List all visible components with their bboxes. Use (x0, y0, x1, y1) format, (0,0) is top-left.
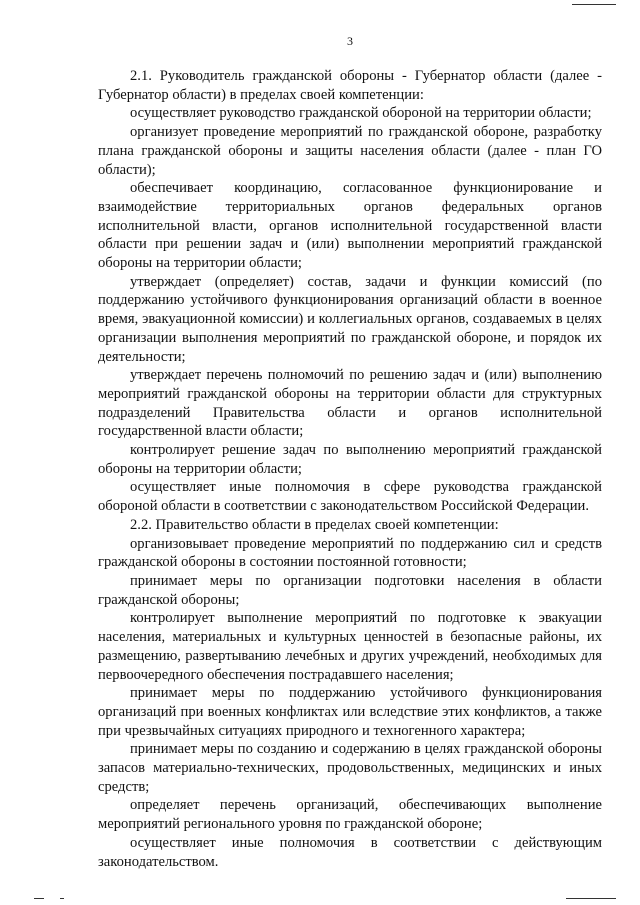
scan-edge-mark (60, 898, 64, 899)
scan-edge-mark (34, 898, 44, 899)
paragraph: обеспечивает координацию, согласованное функционирование и взаимодействие территориальных органов федеральных органов исполнительной власти, органов исполнительной государственной власти области при решении задач и (или) выполнении мероприятий гражданской обороны на территории области; (98, 180, 602, 272)
scan-edge-mark (566, 898, 616, 899)
paragraph: контролирует решение задач по выполнению мероприятий гражданской обороны на территории области; (98, 442, 602, 477)
paragraph: утверждает (определяет) состав, задачи и функции комиссий (по поддержанию устойчивого функционирования организаций области в военное время, эвакуационной комиссии) и коллегиальных органов, создаваемых в целях организации выполнения мероприятий по гражданской обороне, и порядок их деятельности; (98, 273, 602, 365)
paragraph: определяет перечень организаций, обеспечивающих выполнение мероприятий регионального уровня по гражданской обороне; (98, 797, 602, 833)
paragraph: осуществляет иные полномочия в сфере руководства гражданской обороной области в соответствии с законодательством Российской Федерации. (98, 479, 602, 515)
paragraph: осуществляет руководство гражданской обороной на территории области; (130, 105, 592, 122)
section-heading-2-2: 2.2. Правительство области в пределах своей компетенции: (130, 516, 499, 533)
paragraph: принимает меры по созданию и содержанию в целях гражданской обороны запасов материально-технических, продовольственных, медицинских и иных средств; (98, 741, 602, 795)
section-heading-2-1: 2.1. Руководитель гражданской обороны - Губернатор области (далее - Губернатор области) в пределах своей компетенции: (98, 68, 602, 103)
paragraph: организовывает проведение мероприятий по поддержанию сил и средств гражданской обороны в состоянии постоянной готовности; (98, 535, 602, 571)
paragraph: осуществляет иные полномочия в соответствии с действующим законодательством. (98, 834, 602, 870)
paragraph: принимает меры по поддержанию устойчивого функционирования организаций при военных конфликтах или вследствие этих конфликтов, а также при чрезвычайных ситуациях природного и техногенного характера; (98, 685, 602, 739)
paragraph: утверждает перечень полномочий по решению задач и (или) выполнению мероприятий гражданской обороны на территории области для структурных подразделений Правительства области и органов исполнительной государственной власти области; (98, 367, 602, 440)
paragraph: принимает меры по организации подготовки населения в области гражданской обороны; (98, 572, 602, 608)
paragraph: организует проведение мероприятий по гражданской обороне, разработку плана гражданской обороны и защиты населения области (далее - план ГО области); (98, 124, 602, 178)
scan-edge-mark (572, 4, 616, 5)
paragraph: контролирует выполнение мероприятий по подготовке к эвакуации населения, материальных и культурных ценностей в безопасные районы, их размещению, развертыванию лечебных и других учреждений, необходимых для первоочередного обеспечения пострадавшего населения; (98, 610, 602, 683)
document-body (98, 67, 602, 871)
page-number: 3 (347, 34, 353, 48)
